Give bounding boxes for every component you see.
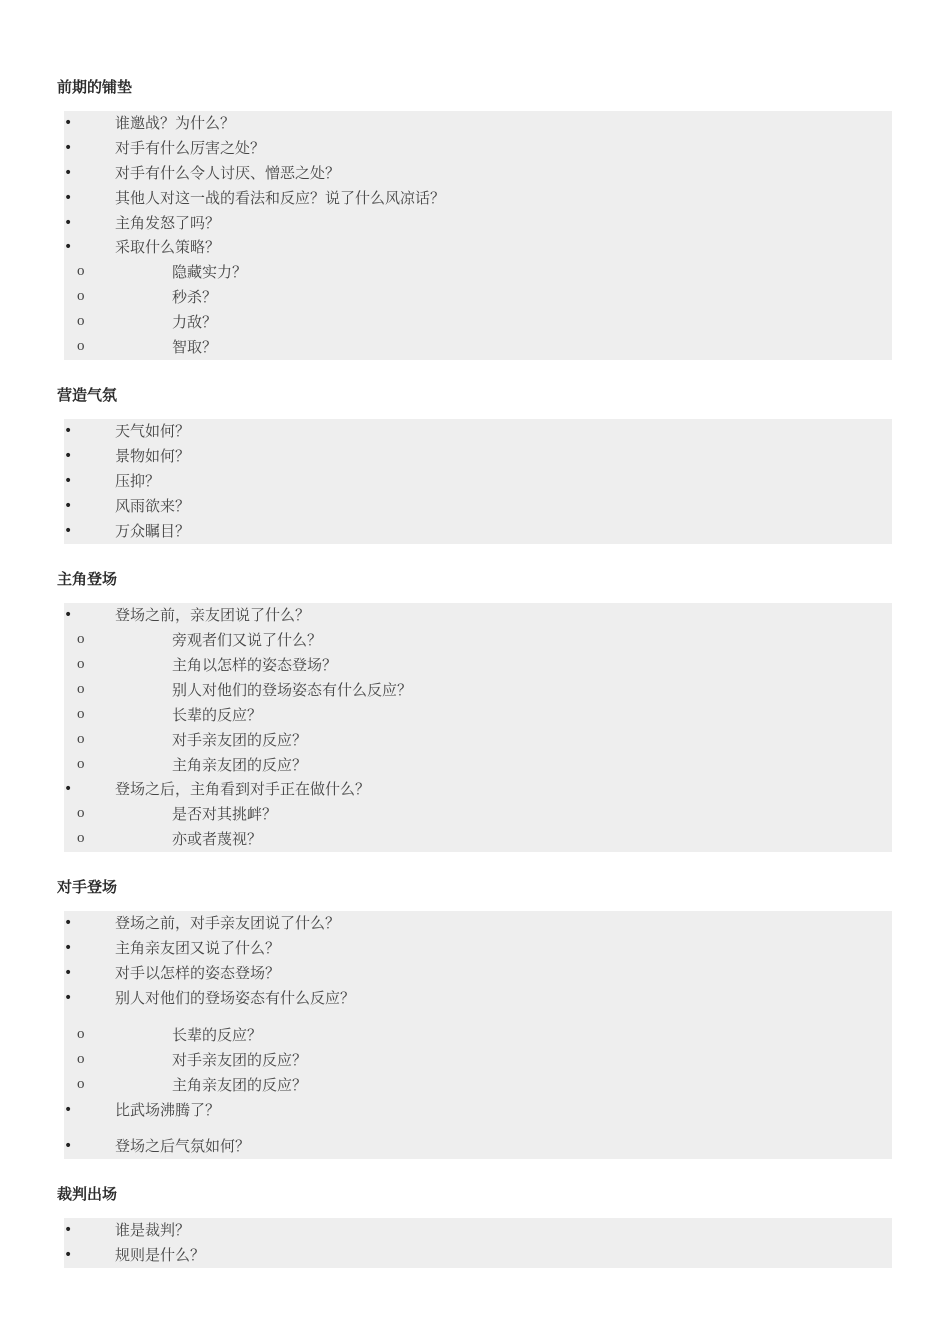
list-item [64, 136, 892, 161]
sub-list-item [64, 260, 892, 285]
bullet-marker: • [64, 190, 73, 206]
list-item [64, 111, 892, 136]
list-item-text: 登场之前，对手亲友团说了什么？ [115, 914, 341, 932]
list-item [64, 469, 892, 494]
sub-list-item-text: 对手亲友团的反应？ [172, 731, 308, 749]
sub-list-item [64, 653, 892, 678]
bullet-list [64, 603, 892, 852]
bullet-marker: • [64, 1138, 73, 1154]
list-item-text: 天气如何？ [115, 422, 191, 440]
sub-bullet-marker: o [77, 656, 85, 672]
list-item-text: 谁邀战？为什么？ [115, 114, 236, 132]
sub-list-item-text: 主角亲友团的反应？ [172, 756, 308, 774]
bullet-marker: • [64, 165, 73, 181]
bullet-list [64, 911, 892, 1159]
sub-list-item [64, 335, 892, 360]
list-item [64, 1134, 892, 1159]
bullet-marker: • [64, 448, 73, 464]
sub-bullet-marker: o [77, 288, 85, 304]
list-item-text: 主角发怒了吗？ [115, 214, 221, 232]
sub-list-item-text: 秒杀？ [172, 288, 218, 306]
bullet-marker: • [64, 140, 73, 156]
sub-bullet-marker: o [77, 1076, 85, 1092]
sub-list-item [64, 1023, 892, 1048]
bullet-marker: • [64, 965, 73, 981]
bullet-marker: • [64, 1102, 73, 1118]
list-item-text: 规则是什么？ [115, 1246, 206, 1264]
sub-list-item-text: 力敌？ [172, 313, 218, 331]
list-item-text: 对手有什么厉害之处？ [115, 139, 266, 157]
list-item [64, 419, 892, 444]
list-item [64, 986, 892, 1011]
section-heading: 营造气氛 [57, 386, 118, 404]
bullet-marker: • [64, 498, 73, 514]
bullet-marker: • [64, 940, 73, 956]
sub-list-item-text: 主角以怎样的姿态登场？ [172, 656, 338, 674]
bullet-marker: • [64, 1247, 73, 1263]
sub-list-item [64, 703, 892, 728]
sub-list-item [64, 678, 892, 703]
list-item-text: 主角亲友团又说了什么？ [115, 939, 281, 957]
sub-list-item [64, 628, 892, 653]
sub-list-item-text: 长辈的反应？ [172, 1026, 263, 1044]
list-item-text: 谁是裁判？ [115, 1221, 191, 1239]
bullet-marker: • [64, 423, 73, 439]
bullet-marker: • [64, 990, 73, 1006]
list-item-text: 对手有什么令人讨厌、憎恶之处？ [115, 164, 341, 182]
bullet-list [64, 419, 892, 544]
list-item [64, 911, 892, 936]
sub-bullet-marker: o [77, 631, 85, 647]
list-item [64, 1098, 892, 1123]
list-item [64, 961, 892, 986]
sub-list-item-text: 主角亲友团的反应？ [172, 1076, 308, 1094]
list-item [64, 161, 892, 186]
bullet-marker: • [64, 607, 73, 623]
section-heading: 裁判出场 [57, 1185, 118, 1203]
list-item [64, 186, 892, 211]
bullet-marker: • [64, 915, 73, 931]
bullet-marker: • [64, 781, 73, 797]
list-item-text: 登场之前，亲友团说了什么？ [115, 606, 311, 624]
sub-list-item [64, 1048, 892, 1073]
list-item [64, 211, 892, 236]
sub-list-item [64, 1073, 892, 1098]
sub-list-item [64, 802, 892, 827]
list-item-text: 风雨欲来？ [115, 497, 191, 515]
sub-bullet-marker: o [77, 338, 85, 354]
list-item-text: 万众瞩目？ [115, 522, 191, 540]
sub-bullet-marker: o [77, 1051, 85, 1067]
sub-bullet-marker: o [77, 1026, 85, 1042]
sub-list-item [64, 728, 892, 753]
sub-bullet-marker: o [77, 313, 85, 329]
section-heading: 对手登场 [57, 878, 118, 896]
bullet-marker: • [64, 115, 73, 131]
list-item-text: 别人对他们的登场姿态有什么反应？ [115, 989, 356, 1007]
sub-list-item-text: 亦或者蔑视？ [172, 830, 263, 848]
sub-list-item-text: 隐藏实力？ [172, 263, 248, 281]
list-item-text: 比武场沸腾了？ [115, 1101, 221, 1119]
list-item-text: 对手以怎样的姿态登场？ [115, 964, 281, 982]
list-item [64, 603, 892, 628]
list-item-text: 其他人对这一战的看法和反应？说了什么风凉话？ [115, 189, 446, 207]
sub-list-item-text: 对手亲友团的反应？ [172, 1051, 308, 1069]
bullet-marker: • [64, 239, 73, 255]
sub-bullet-marker: o [77, 805, 85, 821]
section-heading: 前期的铺垫 [57, 78, 133, 96]
sub-list-item-text: 是否对其挑衅？ [172, 805, 278, 823]
sub-bullet-marker: o [77, 756, 85, 772]
sub-list-item-text: 长辈的反应？ [172, 706, 263, 724]
sub-list-item-text: 别人对他们的登场姿态有什么反应？ [172, 681, 413, 699]
list-item [64, 444, 892, 469]
sub-list-item [64, 753, 892, 778]
sub-bullet-marker: o [77, 731, 85, 747]
bullet-marker: • [64, 473, 73, 489]
bullet-marker: • [64, 215, 73, 231]
sub-bullet-marker: o [77, 263, 85, 279]
list-item [64, 936, 892, 961]
list-item-text: 登场之后气氛如何？ [115, 1137, 251, 1155]
sub-bullet-marker: o [77, 681, 85, 697]
bullet-list [64, 111, 892, 360]
list-item-text: 采取什么策略？ [115, 238, 221, 256]
sub-list-item [64, 310, 892, 335]
bullet-marker: • [64, 523, 73, 539]
section-heading: 主角登场 [57, 570, 118, 588]
sub-list-item-text: 智取？ [172, 338, 218, 356]
bullet-list [64, 1218, 892, 1268]
list-item [64, 494, 892, 519]
sub-bullet-marker: o [77, 706, 85, 722]
list-item-text: 登场之后，主角看到对手正在做什么？ [115, 780, 371, 798]
list-item [64, 235, 892, 260]
sub-list-item [64, 827, 892, 852]
list-item-text: 压抑？ [115, 472, 161, 490]
list-item [64, 1218, 892, 1243]
list-item [64, 1243, 892, 1268]
list-item [64, 777, 892, 802]
list-item [64, 519, 892, 544]
bullet-marker: • [64, 1222, 73, 1238]
sub-bullet-marker: o [77, 830, 85, 846]
sub-list-item-text: 旁观者们又说了什么？ [172, 631, 323, 649]
list-item-text: 景物如何？ [115, 447, 191, 465]
sub-list-item [64, 285, 892, 310]
